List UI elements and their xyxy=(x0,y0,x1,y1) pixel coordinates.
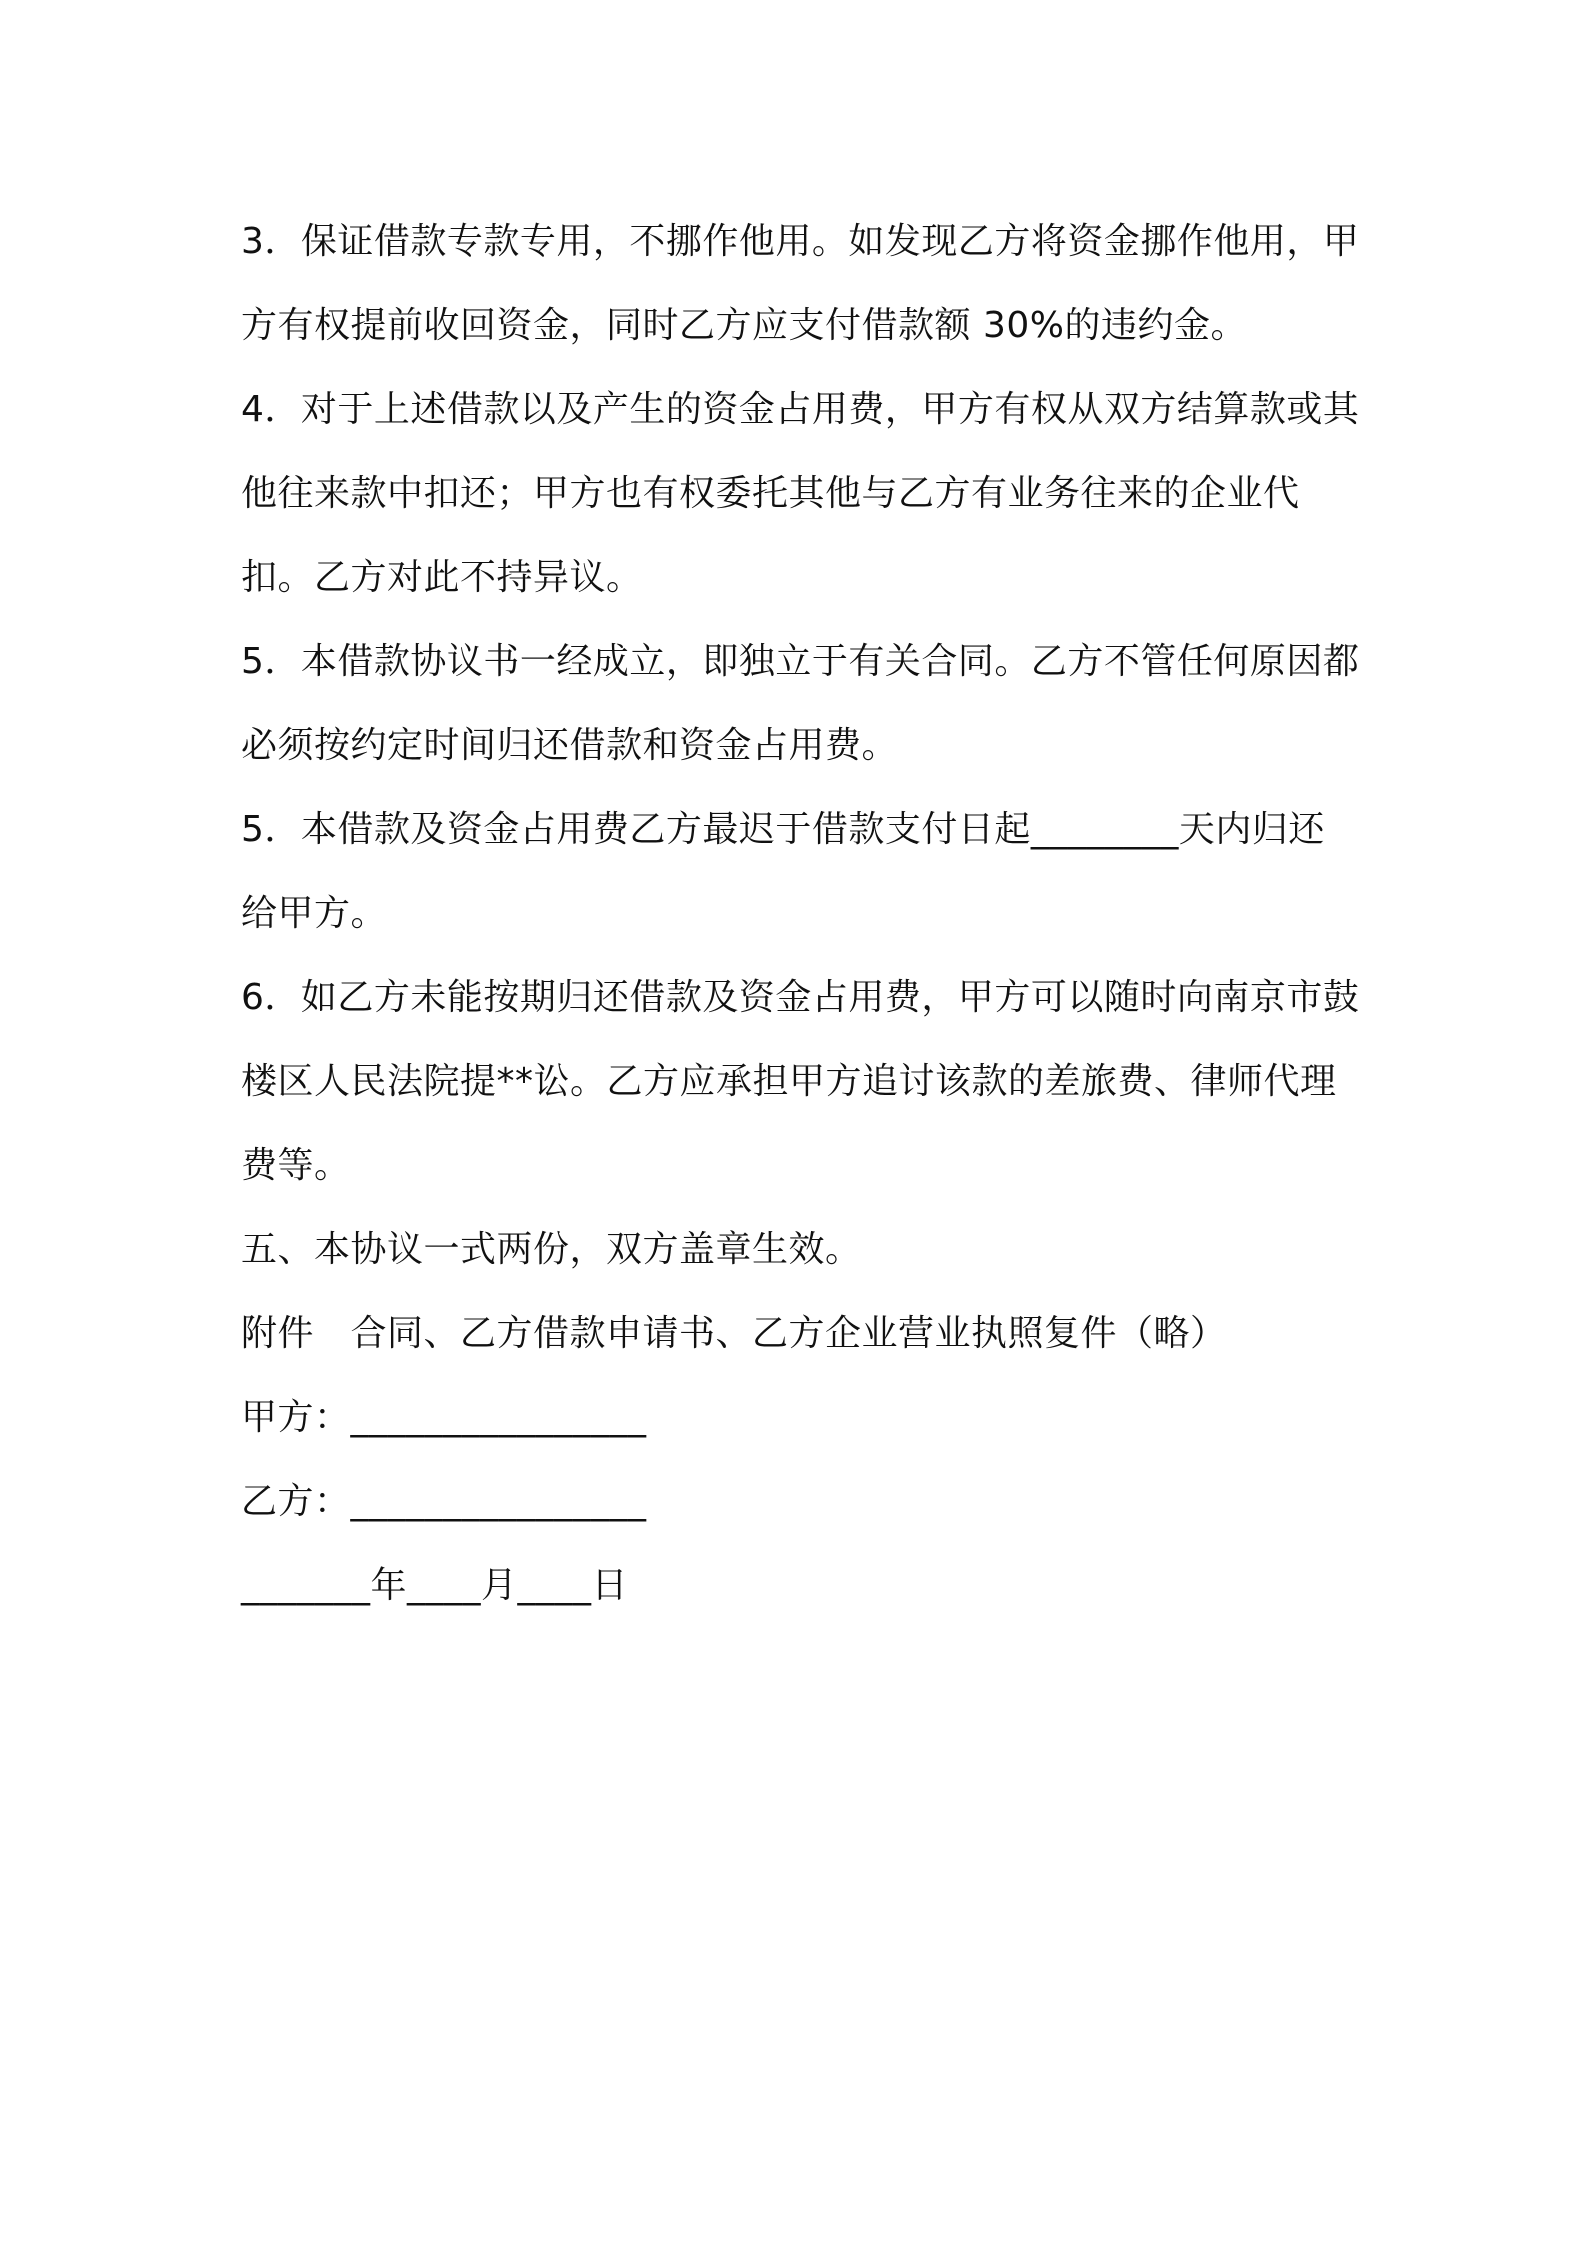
clause-5-repayment-deadline: 5．本借款及资金占用费乙方最迟于借款支付日起________天内归还给甲方。 xyxy=(241,809,1325,934)
section-5-effectiveness: 五、本协议一式两份，双方盖章生效。 xyxy=(241,1229,862,1270)
clause-6: 6．如乙方未能按期归还借款及资金占用费，甲方可以随时向南京市鼓楼区人民法院提**讼。乙方应承担甲方追讨该款的差旅费、律师代理费等。 xyxy=(241,977,1360,1186)
clause-4: 4．对于上述借款以及产生的资金占用费，甲方有权从双方结算款或其他往来款中扣还；甲方也有权委托其他与乙方有业务往来的企业代扣。乙方对此不持异议。 xyxy=(241,389,1360,598)
attachments-line: 附件 合同、乙方借款申请书、乙方企业营业执照复件（略） xyxy=(241,1313,1227,1354)
party-a-signature-line: 甲方：________________ xyxy=(241,1397,647,1438)
clause-5-independence: 5．本借款协议书一经成立，即独立于有关合同。乙方不管任何原因都必须按约定时间归还借款和资金占用费。 xyxy=(241,641,1360,766)
document-body xyxy=(241,200,1361,1628)
date-line: _______年____月____日 xyxy=(241,1565,629,1606)
party-b-signature-line: 乙方：________________ xyxy=(241,1481,647,1522)
clause-3: 3．保证借款专款专用，不挪作他用。如发现乙方将资金挪作他用，甲方有权提前收回资金，同时乙方应支付借款额 30%的违约金。 xyxy=(241,221,1360,346)
